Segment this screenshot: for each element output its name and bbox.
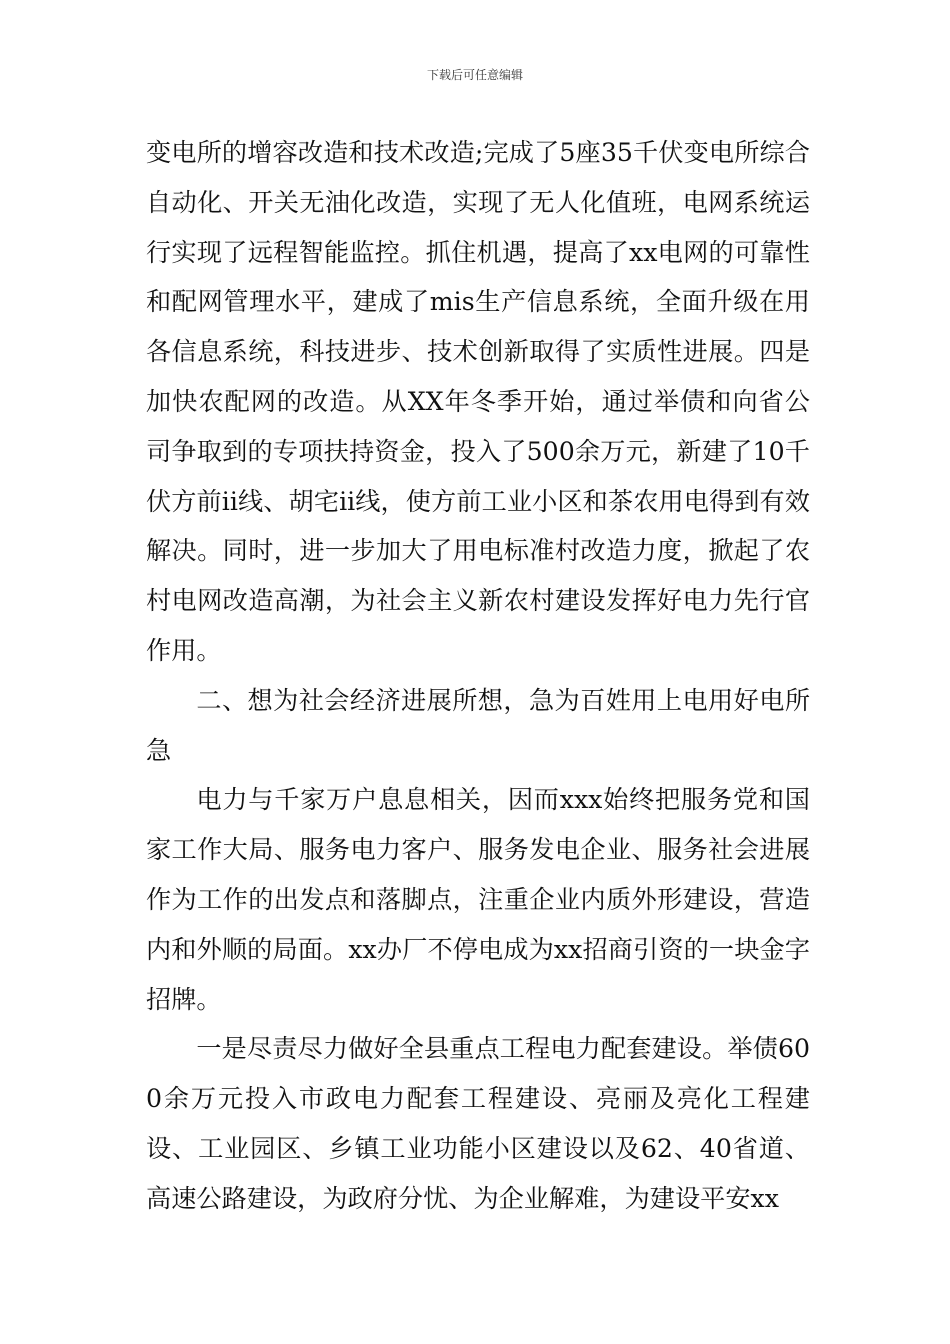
- document-body: [146, 128, 810, 1224]
- page-header-note: 下载后可任意编辑: [426, 68, 523, 82]
- paragraph-2-heading: 二、想为社会经济进展所想，急为百姓用上电用好电所急: [146, 685, 810, 765]
- paragraph-3: 电力与千家万户息息相关，因而xxx始终把服务党和国家工作大局、服务电力客户、服务发电企业、服务社会进展作为工作的出发点和落脚点，注重企业内质外形建设，营造内和外顺的局面。xx办厂不停电成为xx招商引资的一块金字招牌。: [146, 785, 810, 1014]
- paragraph-1: 变电所的增容改造和技术改造;完成了5座35千伏变电所综合自动化、开关无油化改造，实现了无人化值班，电网系统运行实现了远程智能监控。抓住机遇，提高了xx电网的可靠性和配网管理水平，建成了mis生产信息系统，全面升级在用各信息系统，科技进步、技术创新取得了实质性进展。四是加快农配网的改造。从XX年冬季开始，通过举债和向省公司争取到的专项扶持资金，投入了500余万元，新建了10千伏方前ii线、胡宅ii线，使方前工业小区和茶农用电得到有效解决。同时，进一步加大了用电标准村改造力度，掀起了农村电网改造高潮，为社会主义新农村建设发挥好电力先行官作用。: [146, 138, 810, 665]
- paragraph-4: 一是尽责尽力做好全县重点工程电力配套建设。举债600余万元投入市政电力配套工程建设、亮丽及亮化工程建设、工业园区、乡镇工业功能小区建设以及62、40省道、高速公路建设，为政府分忧、为企业解难，为建设平安xx: [146, 1034, 810, 1213]
